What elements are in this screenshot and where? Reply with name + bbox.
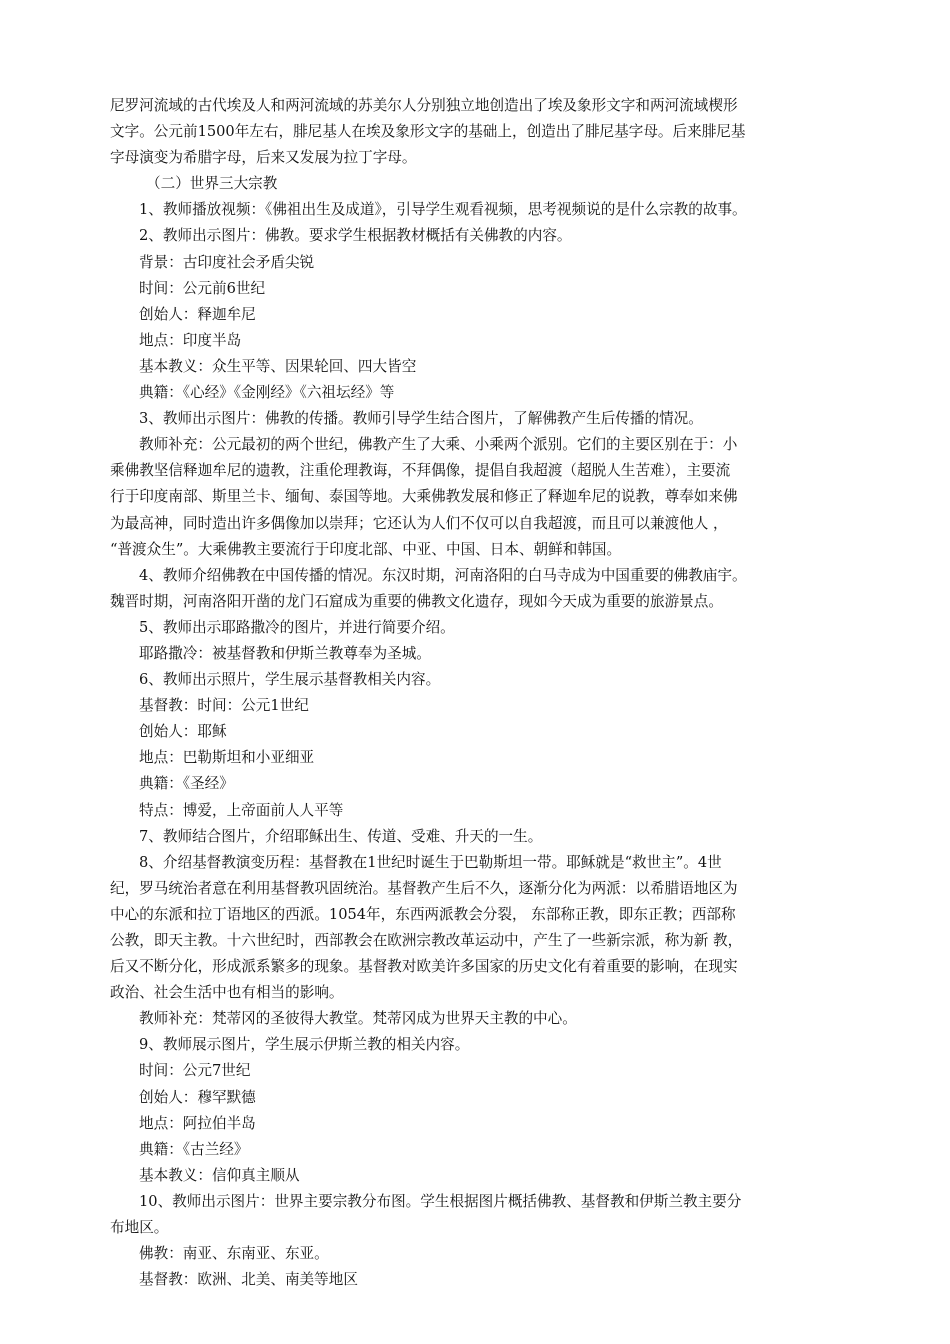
text-line: 创始人：耶稣 [139, 723, 227, 741]
text-line: 1、教师播放视频：《佛祖出生及成道》，引导学生观看视频，思考视频说的是什么宗教的故事。 [139, 201, 747, 219]
text-line: 2、教师出示图片：佛教。要求学生根据教材概括有关佛教的内容。 [139, 227, 572, 245]
text-line: 中心的东派和拉丁语地区的西派。1054年，东西两派教会分裂， 东部称正教，即东正教；西部称 [110, 905, 736, 923]
text-line: 典籍：《心经》《金刚经》《六祖坛经》等 [139, 384, 395, 402]
text-line: 政治、社会生活中也有相当的影响。 [110, 984, 344, 1002]
text-line: 佛教：南亚、东南亚、东亚。 [139, 1245, 329, 1263]
text-line: 基本教义：信仰真主顺从 [139, 1166, 300, 1184]
text-line: （二）世界三大宗教 [146, 175, 278, 193]
text-line: 教师补充：梵蒂冈的圣彼得大教堂。梵蒂冈成为世界天主教的中心。 [139, 1010, 577, 1028]
text-line: “普渡众生”。大乘佛教主要流行于印度北部、中亚、中国、日本、朝鲜和韩国。 [110, 540, 622, 558]
text-line: 魏晋时期，河南洛阳开凿的龙门石窟成为重要的佛教文化遗存，现如今天成为重要的旅游景点。 [110, 592, 723, 610]
text-line: 3、教师出示图片：佛教的传播。教师引导学生结合图片，了解佛教产生后传播的情况。 [139, 410, 703, 428]
text-line: 6、教师出示照片，学生展示基督教相关内容。 [139, 671, 441, 689]
text-line: 行于印度南部、斯里兰卡、缅甸、泰国等地。大乘佛教发展和修正了释迦牟尼的说教，尊奉如来佛 [110, 488, 738, 506]
text-line: 布地区。 [110, 1219, 169, 1237]
text-line: 基督教：欧洲、北美、南美等地区 [139, 1271, 358, 1289]
text-line: 5、教师出示耶路撒冷的图片，并进行简要介绍。 [139, 618, 455, 636]
text-line: 4、教师介绍佛教在中国传播的情况。东汉时期，河南洛阳的白马寺成为中国重要的佛教庙宇。 [139, 566, 747, 584]
text-line: 文字。公元前1500年左右，腓尼基人在埃及象形文字的基础上，创造出了腓尼基字母。后来腓尼基 [110, 123, 746, 141]
text-line: 乘佛教坚信释迦牟尼的遗教，注重伦理教诲，不拜偶像，提倡自我超渡（超脱人生苦难），主要流 [110, 462, 731, 480]
text-line: 尼罗河流域的古代埃及人和两河流域的苏美尔人分别独立地创造出了埃及象形文字和两河流域楔形 [110, 97, 738, 114]
text-line: 公教，即天主教。十六世纪时，西部教会在欧洲宗教改革运动中，产生了一些新宗派，称为新 教， [110, 932, 743, 949]
text-line: 纪，罗马统治者意在利用基督教巩固统治。基督教产生后不久，逐渐分化为两派：以希腊语地区为 [110, 879, 738, 897]
text-line: 地点：印度半岛 [139, 331, 242, 349]
text-line: 后又不断分化，形成派系繁多的现象。基督教对欧美许多国家的历史文化有着重要的影响，在现实 [110, 958, 738, 976]
text-line: 典籍：《圣经》 [139, 775, 234, 793]
text-line: 创始人：穆罕默德 [139, 1088, 256, 1106]
text-line: 特点：博爱，上帝面前人人平等 [139, 801, 344, 819]
text-line: 8、介绍基督教演变历程：基督教在1世纪时诞生于巴勒斯坦一带。耶稣就是“救世主”。4世 [139, 853, 722, 871]
text-line: 字母演变为希腊字母，后来又发展为拉丁字母。 [110, 149, 417, 167]
text-line: 时间：公元7世纪 [139, 1062, 251, 1080]
text-line: 典籍：《古兰经》 [139, 1140, 249, 1158]
text-line: 耶路撒冷：被基督教和伊斯兰教尊奉为圣城。 [139, 644, 431, 662]
text-line: 创始人：释迦牟尼 [139, 305, 256, 323]
text-line: 基本教义：众生平等、因果轮回、四大皆空 [139, 357, 417, 375]
text-line: 地点：阿拉伯半岛 [139, 1114, 256, 1132]
text-line: 9、教师展示图片，学生展示伊斯兰教的相关内容。 [139, 1036, 470, 1054]
document-page [110, 93, 845, 1293]
text-line: 7、教师结合图片，介绍耶稣出生、传道、受难、升天的一生。 [139, 827, 543, 845]
text-line: 10、教师出示图片：世界主要宗教分布图。学生根据图片概括佛教、基督教和伊斯兰教主要分 [139, 1192, 742, 1210]
text-line: 教师补充：公元最初的两个世纪，佛教产生了大乘、小乘两个派别。它们的主要区别在于：小 [139, 436, 738, 454]
text-line: 地点：巴勒斯坦和小亚细亚 [139, 749, 315, 767]
text-line: 时间：公元前6世纪 [139, 279, 266, 297]
text-line: 为最高神，同时造出许多偶像加以崇拜；它还认为人们不仅可以自我超渡，而且可以兼渡他人 ， [110, 514, 728, 532]
text-line: 背景：古印度社会矛盾尖锐 [139, 253, 315, 271]
text-line: 基督教：时间：公元1世纪 [139, 697, 309, 715]
